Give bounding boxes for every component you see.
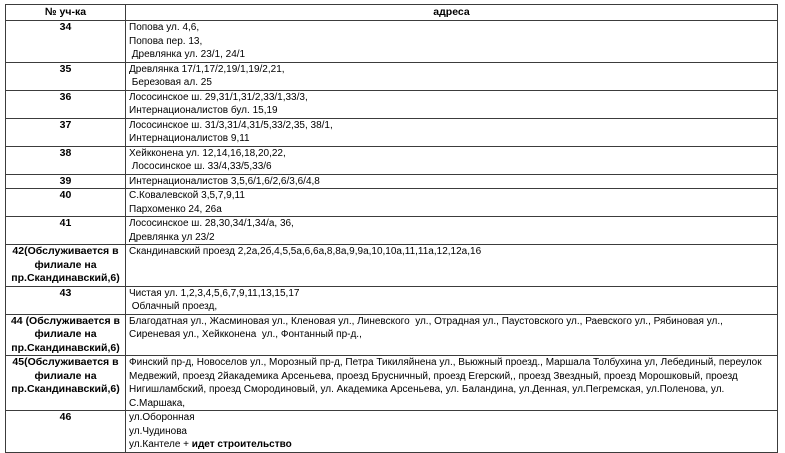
table-row (6, 189, 778, 217)
address-line: Хейкконена ул. 12,14,16,18,20,22, (129, 147, 286, 159)
addresses-cell (126, 62, 778, 90)
address-line: ул.Чудинова (129, 425, 187, 437)
table-row (6, 217, 778, 245)
precinct-number-cell: 34 (6, 21, 126, 63)
precinct-number-cell: 46 (6, 411, 126, 453)
precinct-number-cell: 45(Обслуживается в филиале на пр.Скандинавский,6) (6, 356, 126, 411)
table-row (6, 21, 778, 63)
addresses-cell (126, 356, 778, 411)
address-line: Древлянка ул. 23/1, 24/1 (129, 49, 246, 60)
table-row (6, 90, 778, 118)
address-line: Лососинское ш. 31/3,31/4,31/5,33/2,35, 38/1, (129, 119, 333, 131)
address-line: Березовая ал. 25 (129, 77, 212, 88)
precinct-address-table (5, 4, 778, 453)
addresses-cell (126, 146, 778, 174)
column-header-precinct-number: № уч-ка (6, 5, 126, 21)
address-line: ул.Оборонная (129, 412, 195, 423)
address-line: Лососинское ш. 33/4,33/5,33/6 (129, 161, 272, 172)
address-line: Интернационалистов 3,5,6/1,6/2,6/3,6/4,8 (129, 175, 320, 187)
table-row (6, 174, 778, 189)
address-line: С.Ковалевской 3,5,7,9,11 (129, 190, 245, 201)
address-line: Интернационалистов бул. 15,19 (129, 105, 278, 116)
table-row (6, 314, 778, 356)
addresses-cell (126, 21, 778, 63)
table-row (6, 146, 778, 174)
address-line: Древлянка ул 23/2 (129, 231, 215, 243)
precinct-number-cell: 37 (6, 118, 126, 146)
precinct-number-cell: 38 (6, 146, 126, 174)
address-line: Чистая ул. 1,2,3,4,5,6,7,9,11,13,15,17 (129, 287, 300, 299)
table-row (6, 286, 778, 314)
addresses-cell (126, 411, 778, 453)
addresses-cell (126, 118, 778, 146)
address-line: Финский пр-д, Новоселов ул., Морозный пр-д, Петра Тикиляйнена ул., Вьюжный проезд., Маршала Толбухина ул, Лебединый, переулок Медвежий, проезд 2йакадемика Арсеньева, проезд Брусничный, проезд Егерский,, проезд Звездный, проезд Морошковый, проезд Нигишламбский, проезд Смородиновый, ул. Академика Арсеньева, ул. Баландина, ул.Денная, ул.Пегремская, ул.Поленова, ул. С.Маршака, (129, 357, 765, 409)
addresses-cell (126, 286, 778, 314)
table-row (6, 118, 778, 146)
table-row (6, 245, 778, 287)
address-line: ул.Кантеле + идет строительство (129, 439, 292, 450)
address-line: Благодатная ул., Жасминовая ул., Кленовая ул., Линевского ул., Отрадная ул., Паустовского ул., Раевского ул., Рябиновая ул., Сиреневая ул., Хейкконена ул., Фонтанный пр-д., (129, 315, 726, 340)
address-line: Древлянка 17/1,17/2,19/1,19/2,21, (129, 63, 285, 75)
precinct-number-cell: 36 (6, 90, 126, 118)
table-row (6, 411, 778, 453)
addresses-cell (126, 174, 778, 189)
table-row (6, 62, 778, 90)
precinct-number-cell: 40 (6, 189, 126, 217)
address-line: Лососинское ш. 29,31/1,31/2,33/1,33/3, (129, 91, 308, 103)
address-line: Лососинское ш. 28,30,34/1,34/а, 36, (129, 218, 294, 229)
addresses-cell (126, 90, 778, 118)
address-line: Скандинавский проезд 2,2а,2б,4,5,5а,6,6а,8,8а,9,9а,10,10а,11,11а,12,12а,16 (129, 246, 482, 257)
precinct-number-cell: 41 (6, 217, 126, 245)
precinct-number-cell: 35 (6, 62, 126, 90)
precinct-number-cell: 44 (Обслуживается в филиале на пр.Скандинавский,6) (6, 314, 126, 356)
precinct-number-cell: 39 (6, 174, 126, 189)
addresses-cell (126, 245, 778, 287)
addresses-cell (126, 217, 778, 245)
addresses-cell (126, 314, 778, 356)
table-row (6, 356, 778, 411)
header-row (6, 5, 778, 21)
address-line: Облачный проезд, (129, 301, 218, 312)
address-line: Интернационалистов 9,11 (129, 133, 250, 144)
table-body (6, 21, 778, 453)
address-line: Пархоменко 24, 26а (129, 203, 222, 215)
precinct-number-cell: 43 (6, 286, 126, 314)
precinct-number-cell: 42(Обслуживается в филиале на пр.Скандинавский,6) (6, 245, 126, 287)
address-line: Попова ул. 4,6, (129, 22, 200, 33)
address-line: Попова пер. 13, (129, 35, 203, 47)
addresses-cell (126, 189, 778, 217)
column-header-addresses: адреса (126, 5, 778, 21)
